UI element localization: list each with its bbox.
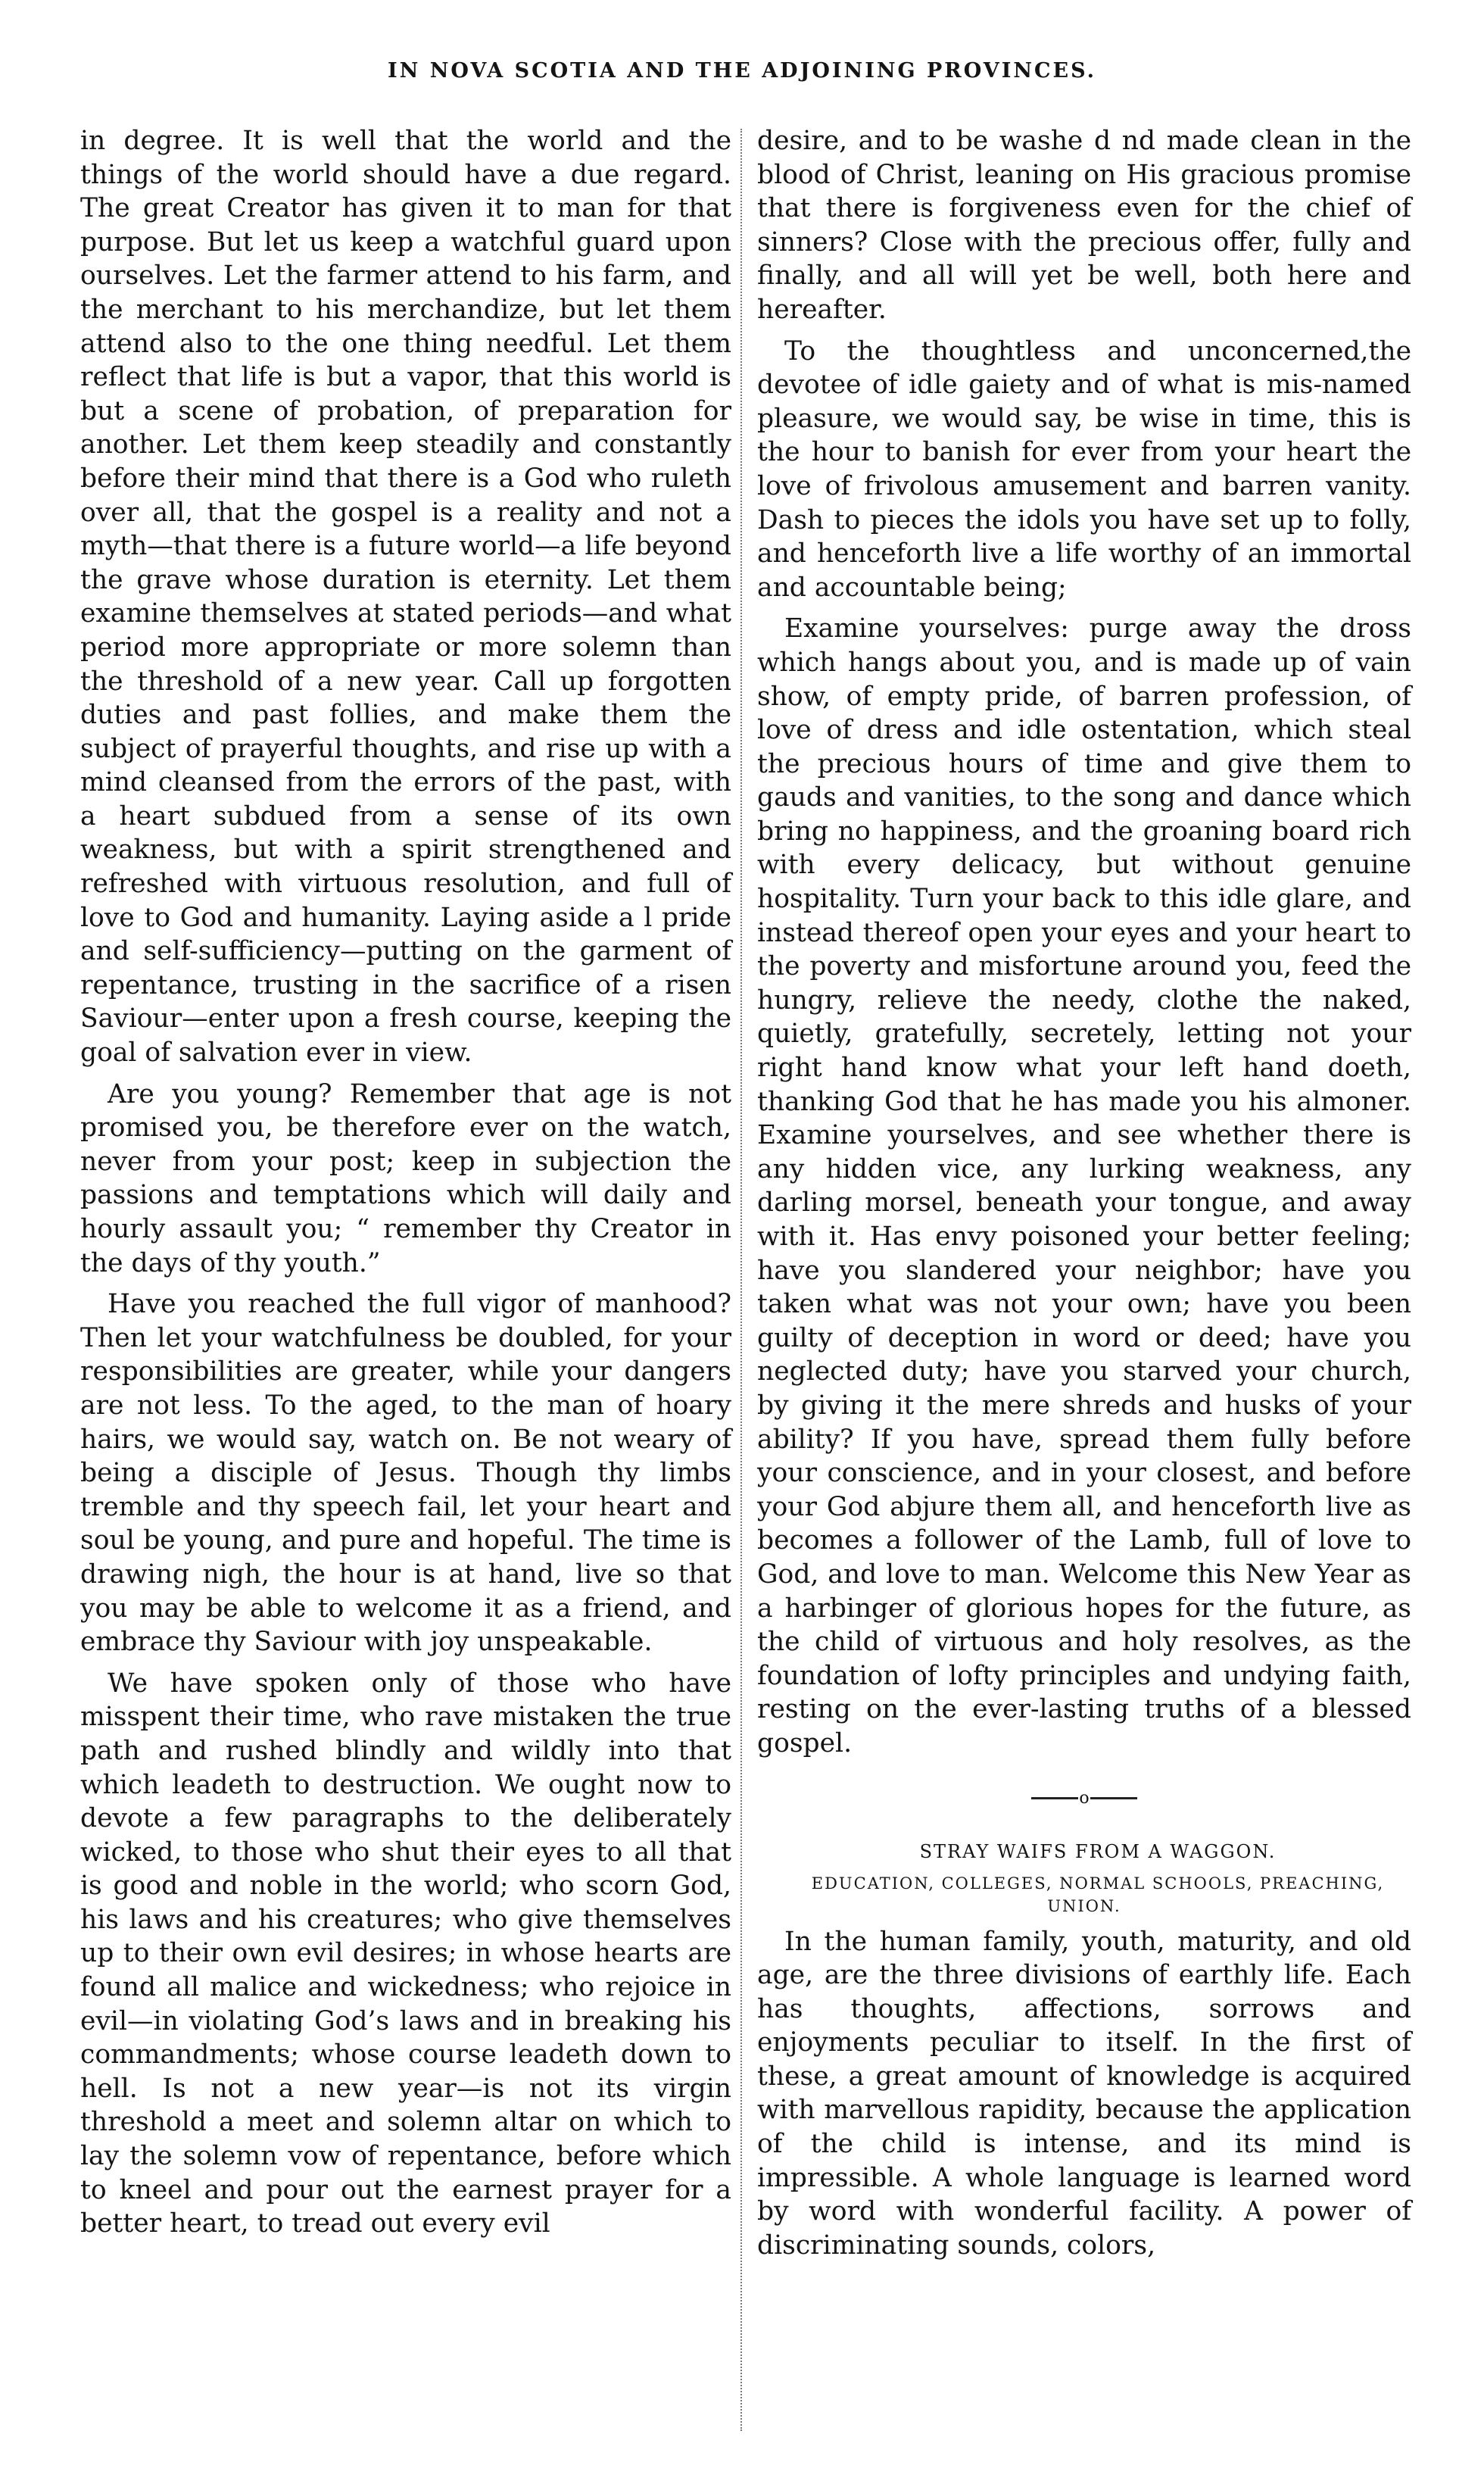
left-column [80,124,731,2248]
article-title: STRAY WAIFS FROM A WAGGON. [919,1840,1277,1862]
article-subtitle: EDUCATION, COLLEGES, NORMAL SCHOOLS, PREACHING, UNION. [811,1874,1385,1915]
column-rule [740,129,742,2431]
paragraph: desire, and to be washe d nd made clean in the blood of Christ, leaning on His gracious promise that there is forgiveness even for the chief of sinners? Close with the precious offer, fully and finally, and all will yet be well, both here and hereafter. [757,126,1411,325]
divider-mark: o [1079,1788,1090,1808]
paragraph: Are you young? Remember that age is not promised you, be therefore ever on the watch, never from your post; keep in subjection the passions and temptations which will daily and hourly assault you; “ remember thy Creator in the days of thy youth.” [80,1078,731,1278]
right-column [757,124,1411,2270]
paragraph: in degree. It is well that the world and the things of the world should have a due regard. The great Creator has given it to man for that purpose. But let us keep a watchful guard upon ourselves. Let the farmer attend to his farm, and the merchant to his merchandize, but let them attend also to the one thing needful. Let them reflect that life is but a vapor, that this world is but a scene of probation, of preparation for another. Let them keep steadily and constantly before their mind that there is a God who ruleth over all, that the gospel is a reality and not a myth—that there is a future world—a life beyond the grave whose duration is eternity. Let them examine themselves at stated periods—and what period more appropriate or more solemn than the threshold of a new year. Call up forgotten duties and past follies, and make them the subject of prayerful thoughts, and rise up with a mind cleansed from the errors of the past, with a heart subdued from a sense of its own weakness, but with a spirit strengthened and refreshed with virtuous resolution, and full of love to God and humanity. Laying aside a l pride and self-sufficiency—putting on the garment of repentance, trusting in the sacrifice of a risen Saviour—enter upon a fresh course, keeping the goal of salvation ever in view. [80,126,731,1069]
paragraph: Examine yourselves: purge away the dross which hangs about you, and is made up of vain show, of empty pride, of barren profession, of love of dress and idle ostentation, which steal the precious hours of time and give them to gauds and vanities, to the song and dance which bring no happiness, and the groaning board rich with every delicacy, but without genuine hospitality. Turn your back to this idle glare, and instead thereof open your eyes and your heart to the poverty and misfortune around you, feed the hungry, relieve the needy, clothe the naked, quietly, gratefully, secretely, letting not your right hand know what your left hand doeth, thanking God that he has made you his almoner. Examine yourselves, and see whether there is any hidden vice, any lurking weakness, any darling morsel, beneath your tongue, and away with it. Has envy poisoned your better feeling; have you slandered your neighbor; have you taken what was not your own; have you been guilty of deception in word or deed; have you neglected duty; have you starved your church, by giving it the mere shreds and husks of your ability? If you have, spread them fully before your conscience, and in your closest, and before your God abjure them all, and henceforth live as becomes a follower of the Lamb, full of love to God, and love to man. Welcome this New Year as a harbinger of glorious hopes for the future, as the child of virtuous and holy resolves, as the foundation of lofty principles and undying faith, resting on the ever-lasting truths of a blessed gospel. [757,613,1411,1758]
paragraph: To the thoughtless and unconcerned,the devotee of idle gaiety and of what is mis-named pleasure, we would say, be wise in time, this is the hour to banish for ever from your heart the love of frivolous amusement and barren vanity. Dash to pieces the idols you have set up to folly, and henceforth live a life worthy of an immortal and accountable being; [757,335,1411,603]
paragraph: We have spoken only of those who have misspent their time, who rave mistaken the true path and rushed blindly and wildly into that which leadeth to destruction. We ought now to devote a few paragraphs to the deliberately wicked, to those who shut their eyes to all that is good and noble in the world; who scorn God, his laws and his creatures; who give themselves up to their own evil desires; in whose hearts are found all malice and wickedness; who rejoice in evil—in violating God’s laws and in breaking his commandments; whose course leadeth down to hell. Is not a new year—is not its virgin threshold a meet and solemn altar on which to lay the solemn vow of repentance, before which to kneel and pour out the earnest prayer for a better heart, to tread out every evil [80,1668,731,2239]
divider-line-left [1031,1797,1078,1799]
running-head: IN NOVA SCOTIA AND THE ADJOINING PROVINCES. [387,59,1097,83]
section-divider [1024,1788,1145,1808]
divider-line-right [1090,1797,1137,1799]
paragraph: In the human family, youth, maturity, and old age, are the three divisions of earthly life. Each has thoughts, affections, sorrows and enjoyments peculiar to itself. In the first of these, a great amount of knowledge is acquired with marvellous rapidity, because the application of the child is intense, and its mind is impressible. A whole language is learned word by word with wonderful facility. A power of discriminating sounds, colors, [757,1926,1411,2261]
paragraph: Have you reached the full vigor of manhood? Then let your watchfulness be doubled, for your responsibilities are greater, while your dangers are not less. To the aged, to the man of hoary hairs, we would say, watch on. Be not weary of being a disciple of Jesus. Though thy limbs tremble and thy speech fail, let your heart and soul be young, and pure and hopeful. The time is drawing nigh, the hour is at hand, live so that you may be able to welcome it as a friend, and embrace thy Saviour with joy unspeakable. [80,1289,731,1658]
